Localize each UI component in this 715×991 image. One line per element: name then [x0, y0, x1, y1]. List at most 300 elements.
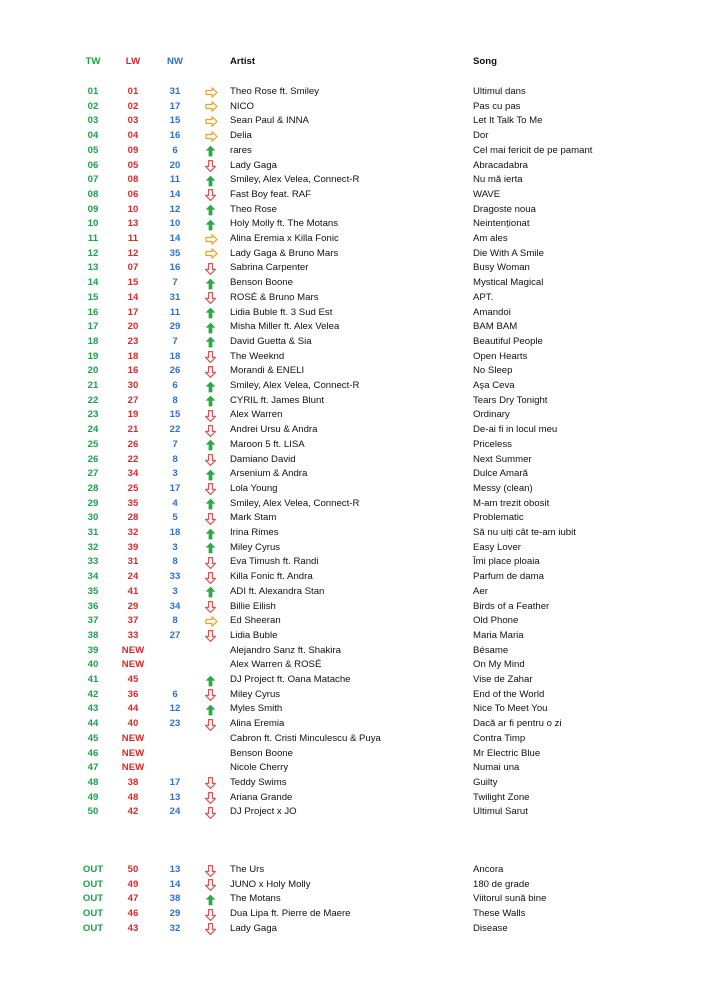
rank-last-week: 13 — [127, 218, 139, 230]
song-title: Pas cu pas — [473, 100, 521, 112]
rank-last-week: 36 — [127, 688, 139, 700]
arrow-up-icon — [203, 541, 219, 556]
arrow-same-icon — [203, 129, 219, 144]
artist-name: Alejandro Sanz ft. Shakira — [230, 644, 341, 656]
weeks-on-chart: 8 — [172, 394, 178, 406]
song-title: Aşa Ceva — [473, 380, 515, 391]
arrow-down-icon — [203, 364, 219, 379]
arrow-up-icon — [203, 217, 219, 232]
song-title: Twilight Zone — [473, 791, 530, 803]
chart-row — [0, 614, 715, 629]
weeks-on-chart: 20 — [169, 159, 181, 171]
arrow-down-icon — [203, 261, 219, 276]
song-title: Ultimul Sarut — [473, 806, 528, 818]
artist-name: Alina Eremia x Killa Fonic — [230, 233, 339, 244]
song-title: Ultimul dans — [473, 86, 526, 97]
chart-row — [0, 776, 715, 791]
arrow-up-icon — [203, 306, 219, 321]
weeks-on-chart: 12 — [169, 203, 181, 215]
artist-name: Delia — [230, 130, 252, 142]
arrow-none — [203, 761, 219, 776]
out-row — [0, 892, 715, 907]
artist-name: The Motans — [230, 893, 281, 905]
artist-name: David Guetta & Sia — [230, 335, 312, 347]
artist-name: Maroon 5 ft. LISA — [230, 438, 305, 450]
song-title: Beautiful People — [473, 335, 543, 347]
rank-this-week: OUT — [82, 864, 104, 875]
arrow-up-icon — [203, 438, 219, 453]
weeks-on-chart: 17 — [169, 776, 181, 788]
song-title: Dulce Amară — [473, 468, 528, 480]
arrow-down-icon — [203, 688, 219, 703]
chart-row — [0, 585, 715, 600]
out-row — [0, 922, 715, 937]
song-title: No Sleep — [473, 365, 513, 377]
arrow-up-icon — [203, 173, 219, 188]
artist-name: Mark Stam — [230, 512, 277, 524]
song-title: Birds of a Feather — [473, 600, 550, 612]
rank-this-week: 15 — [87, 291, 99, 303]
rank-last-week: 07 — [127, 262, 139, 274]
arrow-down-icon — [203, 350, 219, 365]
chart-row — [0, 673, 715, 688]
song-title: Let It Talk To Me — [473, 115, 543, 127]
rank-this-week: 01 — [87, 86, 99, 97]
artist-name: Alina Eremia — [230, 718, 285, 730]
arrow-up-icon — [203, 892, 219, 907]
artist-name: Irina Rimes — [230, 527, 279, 538]
arrow-down-icon — [203, 188, 219, 203]
weeks-on-chart: 7 — [172, 277, 178, 289]
rank-this-week: 19 — [87, 350, 99, 362]
rank-last-week: 44 — [127, 703, 139, 715]
artist-name: Dua Lipa ft. Pierre de Maere — [230, 908, 351, 920]
arrow-up-icon — [203, 394, 219, 409]
rank-this-week: 23 — [87, 409, 99, 421]
weeks-on-chart: 15 — [169, 409, 181, 421]
weeks-on-chart: 33 — [169, 571, 181, 583]
artist-name: Sean Paul & INNA — [230, 115, 309, 127]
chart-row — [0, 526, 715, 541]
artist-name: Lidia Buble — [230, 629, 278, 641]
header-nw: NW — [167, 56, 183, 67]
rank-this-week: 37 — [87, 615, 99, 627]
chart-row — [0, 114, 715, 129]
rank-this-week: 26 — [87, 453, 99, 465]
rank-last-week: 42 — [127, 806, 139, 818]
song-title: Priceless — [473, 438, 512, 450]
rank-this-week: 41 — [87, 674, 99, 685]
arrow-down-icon — [203, 805, 219, 820]
weeks-on-chart: 35 — [169, 247, 181, 259]
chart-row — [0, 438, 715, 453]
chart-row — [0, 217, 715, 232]
artist-name: rares — [230, 144, 252, 156]
weeks-on-chart: 17 — [169, 100, 181, 112]
rank-this-week: 03 — [87, 115, 99, 127]
song-title: Mystical Magical — [473, 277, 544, 289]
weeks-on-chart: 23 — [169, 718, 181, 730]
weeks-on-chart: 18 — [169, 350, 181, 362]
artist-name: CYRIL ft. James Blunt — [230, 394, 325, 406]
rank-last-week: 25 — [127, 482, 139, 494]
arrow-down-icon — [203, 570, 219, 585]
chart-row — [0, 144, 715, 159]
rank-last-week: NEW — [121, 762, 145, 774]
chart-row — [0, 291, 715, 306]
rank-last-week: 24 — [127, 571, 139, 583]
artist-name: Myles Smith — [230, 703, 283, 715]
weeks-on-chart: 16 — [169, 262, 181, 274]
arrow-down-icon — [203, 776, 219, 791]
rank-this-week: 38 — [87, 629, 99, 641]
chart-row — [0, 335, 715, 350]
chart-row — [0, 232, 715, 247]
rank-last-week: 38 — [127, 776, 139, 788]
song-title: Dragoste noua — [473, 203, 536, 215]
arrow-none — [203, 747, 219, 762]
rank-this-week: 21 — [87, 380, 99, 391]
song-title: Abracadabra — [473, 159, 528, 171]
out-row — [0, 878, 715, 893]
rank-this-week: 02 — [87, 100, 99, 112]
arrow-up-icon — [203, 144, 219, 159]
artist-name: NICO — [230, 100, 254, 112]
rank-this-week: 49 — [87, 791, 99, 803]
rank-this-week: OUT — [82, 893, 104, 905]
weeks-on-chart: 11 — [169, 306, 181, 318]
weeks-on-chart: 32 — [169, 922, 181, 934]
rank-last-week: 16 — [127, 365, 139, 377]
rank-last-week: 22 — [127, 453, 139, 465]
weeks-on-chart: 6 — [172, 144, 178, 156]
song-title: Die With A Smile — [473, 247, 544, 259]
arrow-same-icon — [203, 247, 219, 262]
rank-last-week: 41 — [127, 585, 139, 597]
weeks-on-chart: 14 — [169, 188, 181, 200]
arrow-up-icon — [203, 585, 219, 600]
song-title: Mr Electric Blue — [473, 747, 541, 759]
weeks-on-chart: 8 — [172, 615, 178, 627]
artist-name: Benson Boone — [230, 747, 293, 759]
rank-this-week: 44 — [87, 718, 99, 730]
arrow-down-icon — [203, 629, 219, 644]
rank-this-week: 12 — [87, 247, 99, 259]
song-title: Ancora — [473, 864, 504, 875]
chart-row — [0, 306, 715, 321]
artist-name: Theo Rose — [230, 203, 277, 215]
rank-last-week: 47 — [127, 893, 139, 905]
song-title: Messy (clean) — [473, 482, 533, 494]
arrow-same-icon — [203, 85, 219, 100]
rank-last-week: 11 — [127, 233, 139, 244]
rank-this-week: 48 — [87, 776, 99, 788]
chart-row — [0, 629, 715, 644]
rank-this-week: 46 — [87, 747, 99, 759]
chart-row — [0, 747, 715, 762]
rank-this-week: OUT — [82, 878, 104, 890]
artist-name: Nicole Cherry — [230, 762, 289, 774]
song-title: WAVE — [473, 188, 501, 200]
rank-last-week: 29 — [127, 600, 139, 612]
chart-row — [0, 423, 715, 438]
song-title: Numai una — [473, 762, 520, 774]
rank-this-week: 33 — [87, 556, 99, 568]
arrow-down-icon — [203, 423, 219, 438]
rank-last-week: 19 — [127, 409, 139, 421]
rank-this-week: 35 — [87, 585, 99, 597]
weeks-on-chart: 31 — [169, 86, 181, 97]
weeks-on-chart: 5 — [172, 512, 178, 524]
header-tw: TW — [85, 56, 101, 67]
rank-this-week: 13 — [87, 262, 99, 274]
chart-row — [0, 702, 715, 717]
rank-last-week: NEW — [121, 659, 145, 671]
chart-row — [0, 364, 715, 379]
weeks-on-chart: 22 — [169, 424, 181, 436]
chart-row — [0, 658, 715, 673]
artist-name: ADI ft. Alexandra Stan — [230, 585, 325, 597]
artist-name: Teddy Swims — [230, 776, 287, 788]
weeks-on-chart: 14 — [169, 878, 181, 890]
rank-this-week: 22 — [87, 394, 99, 406]
arrow-down-icon — [203, 482, 219, 497]
arrow-none — [203, 732, 219, 747]
song-title: Easy Lover — [473, 541, 521, 553]
rank-last-week: 43 — [127, 922, 139, 934]
rank-last-week: 27 — [127, 394, 139, 406]
song-title: Viitorul sună bine — [473, 893, 547, 905]
rank-last-week: 14 — [127, 291, 139, 303]
chart-row — [0, 394, 715, 409]
chart-row — [0, 203, 715, 218]
chart-row — [0, 570, 715, 585]
rank-this-week: 30 — [87, 512, 99, 524]
header-artist: Artist — [230, 56, 256, 67]
artist-name: The Urs — [230, 864, 265, 875]
artist-name: Lidia Buble ft. 3 Sud Est — [230, 306, 333, 318]
weeks-on-chart: 7 — [172, 438, 178, 450]
artist-name: Ariana Grande — [230, 791, 293, 803]
rank-last-week: 49 — [127, 878, 139, 890]
artist-name: JUNO x Holy Molly — [230, 878, 311, 890]
rank-last-week: 31 — [127, 556, 139, 568]
artist-name: Lady Gaga — [230, 922, 277, 934]
chart-row — [0, 717, 715, 732]
song-title: End of the World — [473, 688, 545, 700]
rank-last-week: 02 — [127, 100, 139, 112]
arrow-down-icon — [203, 717, 219, 732]
artist-name: Miley Cyrus — [230, 541, 281, 553]
rank-last-week: 06 — [127, 188, 139, 200]
song-title: Aer — [473, 585, 488, 597]
song-title: Neintenționat — [473, 218, 530, 230]
rank-last-week: 46 — [127, 908, 139, 920]
arrow-down-icon — [203, 555, 219, 570]
artist-name: Alex Warren & ROSÉ — [230, 659, 322, 671]
arrow-down-icon — [203, 907, 219, 922]
weeks-on-chart: 3 — [172, 541, 178, 553]
artist-name: Ed Sheeran — [230, 615, 281, 627]
song-title: Contra Timp — [473, 732, 526, 744]
arrow-down-icon — [203, 863, 219, 878]
chart-row — [0, 497, 715, 512]
arrow-down-icon — [203, 159, 219, 174]
weeks-on-chart: 15 — [169, 115, 181, 127]
rank-last-week: NEW — [121, 747, 145, 759]
rank-this-week: 29 — [87, 497, 99, 509]
artist-name: Arsenium & Andra — [230, 468, 308, 480]
rank-last-week: NEW — [121, 732, 145, 744]
out-row — [0, 863, 715, 878]
chart-row — [0, 85, 715, 100]
arrow-down-icon — [203, 791, 219, 806]
weeks-on-chart: 16 — [169, 130, 181, 142]
artist-name: Smiley, Alex Velea, Connect-R — [230, 497, 360, 509]
chart-row — [0, 261, 715, 276]
arrow-none — [203, 644, 219, 659]
song-title: Parfum de dama — [473, 571, 544, 583]
rank-last-week: 33 — [127, 629, 139, 641]
rank-this-week: 11 — [87, 233, 99, 244]
rank-last-week: 30 — [127, 380, 139, 391]
rank-this-week: 08 — [87, 188, 99, 200]
artist-name: Misha Miller ft. Alex Velea — [230, 321, 340, 333]
song-title: Îmi place ploaia — [473, 556, 540, 568]
chart-row — [0, 173, 715, 188]
rank-last-week: 40 — [127, 718, 139, 730]
rank-this-week: OUT — [82, 922, 104, 934]
song-title: Guilty — [473, 776, 498, 788]
chart-row — [0, 247, 715, 262]
arrow-up-icon — [203, 276, 219, 291]
chart-row — [0, 350, 715, 365]
song-title: Ordinary — [473, 409, 510, 421]
weeks-on-chart: 7 — [172, 335, 178, 347]
rank-this-week: 40 — [87, 659, 99, 671]
rank-last-week: 01 — [127, 86, 139, 97]
rank-last-week: 50 — [127, 864, 139, 875]
weeks-on-chart: 10 — [169, 218, 181, 230]
chart-row — [0, 761, 715, 776]
chart-row — [0, 100, 715, 115]
arrow-up-icon — [203, 203, 219, 218]
weeks-on-chart: 29 — [169, 321, 181, 333]
song-title: On My Mind — [473, 659, 525, 671]
arrow-up-icon — [203, 526, 219, 541]
artist-name: Sabrina Carpenter — [230, 262, 309, 274]
artist-name: DJ Project x JO — [230, 806, 297, 818]
artist-name: Lady Gaga & Bruno Mars — [230, 247, 339, 259]
song-title: Problematic — [473, 512, 524, 524]
arrow-up-icon — [203, 320, 219, 335]
weeks-on-chart: 14 — [169, 233, 181, 244]
rank-this-week: 43 — [87, 703, 99, 715]
chart-row — [0, 276, 715, 291]
rank-this-week: 14 — [87, 277, 99, 289]
artist-name: Damiano David — [230, 453, 296, 465]
rank-last-week: 39 — [127, 541, 139, 553]
rank-last-week: 08 — [127, 174, 139, 186]
rank-last-week: 21 — [127, 424, 139, 436]
arrow-down-icon — [203, 408, 219, 423]
arrow-same-icon — [203, 232, 219, 247]
chart-row — [0, 320, 715, 335]
song-title: Open Hearts — [473, 350, 528, 362]
arrow-none — [203, 658, 219, 673]
artist-name: Theo Rose ft. Smiley — [230, 86, 320, 97]
rank-this-week: 16 — [87, 306, 99, 318]
song-title: Tears Dry Tonight — [473, 394, 548, 406]
arrow-same-icon — [203, 114, 219, 129]
arrow-same-icon — [203, 614, 219, 629]
rank-last-week: 28 — [127, 512, 139, 524]
rank-last-week: 17 — [127, 306, 139, 318]
rank-this-week: 09 — [87, 203, 99, 215]
song-title: 180 de grade — [473, 878, 530, 890]
rank-this-week: 28 — [87, 482, 99, 494]
song-title: Dacă ar fi pentru o zi — [473, 718, 562, 730]
chart-row — [0, 644, 715, 659]
rank-this-week: 20 — [87, 365, 99, 377]
weeks-on-chart: 6 — [172, 688, 178, 700]
chart-row — [0, 805, 715, 820]
weeks-on-chart: 38 — [169, 893, 181, 905]
chart-row — [0, 541, 715, 556]
rank-this-week: 10 — [87, 218, 99, 230]
rank-last-week: 12 — [127, 247, 139, 259]
song-title: Am ales — [473, 233, 508, 244]
chart-row — [0, 129, 715, 144]
rank-last-week: 15 — [127, 277, 139, 289]
song-title: Old Phone — [473, 615, 519, 627]
weeks-on-chart: 8 — [172, 556, 178, 568]
weeks-on-chart: 18 — [169, 527, 181, 538]
arrow-down-icon — [203, 922, 219, 937]
song-title: Maria Maria — [473, 629, 524, 641]
weeks-on-chart: 6 — [172, 380, 178, 391]
rank-last-week: 35 — [127, 497, 139, 509]
artist-name: Holy Molly ft. The Motans — [230, 218, 339, 230]
chart-row — [0, 379, 715, 394]
song-title: Nu mă ierta — [473, 174, 523, 186]
song-title: De-ai fi in locul meu — [473, 424, 558, 436]
song-title: Disease — [473, 922, 508, 934]
rank-last-week: 18 — [127, 350, 139, 362]
song-title: BAM BAM — [473, 321, 518, 333]
rank-last-week: 34 — [127, 468, 139, 480]
chart-row — [0, 732, 715, 747]
rank-this-week: 06 — [87, 159, 99, 171]
arrow-up-icon — [203, 379, 219, 394]
chart-row — [0, 453, 715, 468]
arrow-down-icon — [203, 511, 219, 526]
arrow-same-icon — [203, 100, 219, 115]
artist-name: Eva Timush ft. Randi — [230, 556, 319, 568]
artist-name: Lady Gaga — [230, 159, 277, 171]
song-title: M-am trezit obosit — [473, 497, 550, 509]
artist-name: Alex Warren — [230, 409, 283, 421]
artist-name: ROSÉ & Bruno Mars — [230, 291, 319, 303]
rank-this-week: 05 — [87, 144, 99, 156]
rank-last-week: 20 — [127, 321, 139, 333]
song-title: Next Summer — [473, 453, 532, 465]
chart-row — [0, 188, 715, 203]
artist-name: Killa Fonic ft. Andra — [230, 571, 313, 583]
rank-this-week: 42 — [87, 688, 99, 700]
arrow-down-icon — [203, 600, 219, 615]
weeks-on-chart: 34 — [169, 600, 181, 612]
